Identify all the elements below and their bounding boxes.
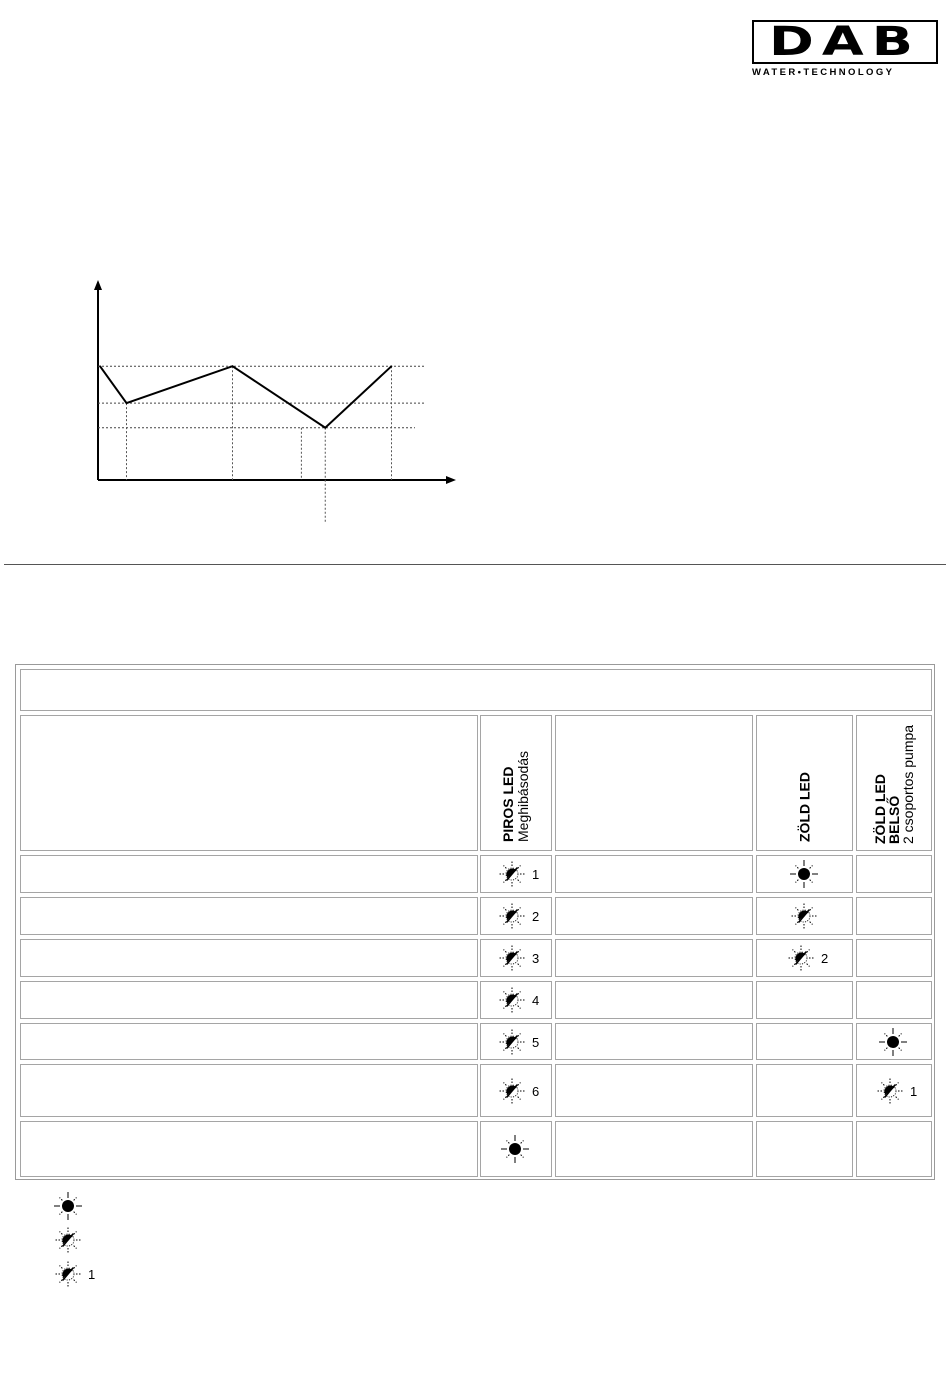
row-description-cell bbox=[20, 1023, 478, 1060]
red-led-cell bbox=[480, 1064, 552, 1117]
header-label-green bbox=[797, 724, 812, 842]
led-lit-icon bbox=[879, 1027, 909, 1057]
legend-lit-icon bbox=[54, 1191, 84, 1221]
led-count: 2 bbox=[821, 951, 829, 966]
header-cell-green bbox=[756, 715, 853, 851]
inner-green-led-cell bbox=[856, 939, 932, 977]
led-count: 1 bbox=[88, 1267, 96, 1282]
led-blinking-icon bbox=[498, 901, 542, 931]
led-blinking-icon bbox=[790, 901, 820, 931]
header-label-bold: ZÖLD LED BELSŐ bbox=[872, 774, 902, 844]
green-led-cell bbox=[756, 939, 853, 977]
led-count: 6 bbox=[532, 1084, 540, 1099]
dab-logo bbox=[752, 20, 942, 82]
green-led-cell bbox=[756, 1023, 853, 1060]
x-axis-arrow bbox=[446, 476, 456, 484]
led-blinking-icon bbox=[498, 859, 542, 889]
red-led-cell bbox=[480, 1023, 552, 1060]
y-axis-arrow bbox=[94, 280, 102, 290]
red-led-cell bbox=[480, 855, 552, 893]
header-label-normal: 2 csoportos pumpa bbox=[900, 724, 916, 844]
green-led-cell bbox=[756, 1064, 853, 1117]
led-lit-dot bbox=[62, 1200, 74, 1212]
table-title-cell bbox=[20, 669, 932, 711]
led-blinking-icon bbox=[787, 943, 831, 973]
green-led-cell bbox=[756, 855, 853, 893]
led-count: 4 bbox=[532, 993, 540, 1008]
header-label-bold: ZÖLD LED bbox=[796, 772, 812, 842]
middle-cell bbox=[555, 981, 753, 1019]
chart-axes bbox=[94, 280, 456, 484]
led-lit-icon bbox=[790, 859, 820, 889]
green-led-cell bbox=[756, 1121, 853, 1177]
legend-blinking-icon bbox=[54, 1259, 98, 1289]
led-blinking-icon bbox=[498, 1076, 542, 1106]
data-point bbox=[324, 427, 326, 429]
led-count: 1 bbox=[532, 867, 540, 882]
logo-tagline: WATER•TECHNOLOGY bbox=[752, 67, 895, 78]
led-blinking-icon bbox=[498, 943, 542, 973]
led-lit-dot bbox=[798, 868, 810, 880]
header-cell-mid bbox=[555, 715, 753, 851]
header-cell-red bbox=[480, 715, 552, 851]
data-point bbox=[232, 365, 234, 367]
inner-green-led-cell bbox=[856, 1121, 932, 1177]
green-led-cell bbox=[756, 897, 853, 935]
row-description-cell bbox=[20, 939, 478, 977]
pressure-chart bbox=[80, 270, 470, 530]
led-lit-dot bbox=[509, 1143, 521, 1155]
data-point bbox=[99, 365, 101, 367]
led-blinking-icon bbox=[498, 1027, 542, 1057]
red-led-cell bbox=[480, 897, 552, 935]
header-description-cell bbox=[20, 715, 478, 851]
header-label-bold: PIROS LED bbox=[500, 766, 516, 842]
header-label-red bbox=[501, 724, 531, 842]
led-count: 3 bbox=[532, 951, 540, 966]
row-description-cell bbox=[20, 897, 478, 935]
red-led-cell bbox=[480, 1121, 552, 1177]
led-count: 1 bbox=[910, 1084, 918, 1099]
red-led-cell bbox=[480, 981, 552, 1019]
header-label-inner bbox=[873, 722, 915, 844]
series-line bbox=[100, 366, 392, 428]
middle-cell bbox=[555, 939, 753, 977]
inner-green-led-cell bbox=[856, 897, 932, 935]
middle-cell bbox=[555, 1023, 753, 1060]
led-blinking-icon bbox=[876, 1076, 920, 1106]
red-led-cell bbox=[480, 939, 552, 977]
led-blinking-icon bbox=[498, 985, 542, 1015]
led-lit-icon bbox=[501, 1134, 531, 1164]
data-point bbox=[391, 365, 393, 367]
header-cell-inner bbox=[856, 715, 932, 851]
middle-cell bbox=[555, 1064, 753, 1117]
data-point bbox=[126, 402, 128, 404]
middle-cell bbox=[555, 855, 753, 893]
logo-brand: DAB bbox=[768, 19, 922, 65]
middle-cell bbox=[555, 897, 753, 935]
inner-green-led-cell bbox=[856, 981, 932, 1019]
led-count: 5 bbox=[532, 1035, 540, 1050]
led-count: 2 bbox=[532, 909, 540, 924]
row-description-cell bbox=[20, 1121, 478, 1177]
row-description-cell bbox=[20, 855, 478, 893]
inner-green-led-cell bbox=[856, 1023, 932, 1060]
middle-cell bbox=[555, 1121, 753, 1177]
header-label-normal: Meghibásodás bbox=[515, 750, 531, 842]
legend-blinking-icon bbox=[54, 1225, 84, 1255]
led-status-table bbox=[15, 664, 935, 1180]
row-description-cell bbox=[20, 1064, 478, 1117]
led-lit-dot bbox=[887, 1036, 899, 1048]
inner-green-led-cell bbox=[856, 1064, 932, 1117]
row-description-cell bbox=[20, 981, 478, 1019]
inner-green-led-cell bbox=[856, 855, 932, 893]
green-led-cell bbox=[756, 981, 853, 1019]
section-divider bbox=[4, 564, 946, 565]
